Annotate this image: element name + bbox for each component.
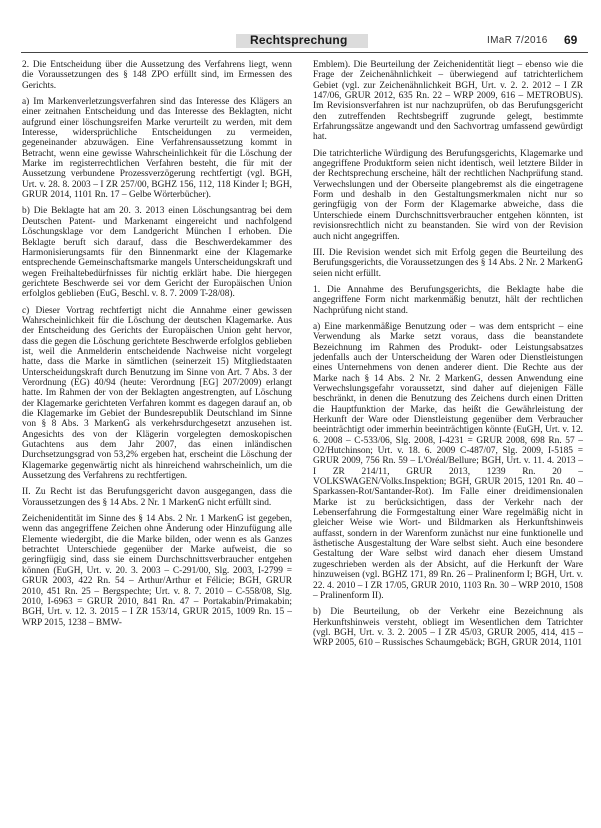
- paragraph: 1. Die Annahme des Berufungsgerichts, die Beklagte habe die angegriffene Form nicht markenmäßig benutzt, hält der rechtlichen Nachprüfung nicht stand.: [313, 284, 583, 316]
- paragraph: 2. Die Entscheidung über die Aussetzung des Verfahrens liegt, wenn die Voraussetzungen des § 148 ZPO erfüllt sind, im Ermessen des Gerichts.: [22, 60, 292, 91]
- running-header: [0, 0, 601, 46]
- paragraph: Die tatrichterliche Würdigung des Berufungsgerichts, Klagemarke und angegriffene Produktform seien nicht identisch, weil letztere Bilder in der Rechtsprechung erscheine, hält der rechtlichen Nachprüfung stand. Verwechslungen und der Oberseite plangebremst als die eingetragene Form und deshalb in den Gestaltungsmerkmalen nicht nur so geringfügig von der Form der Klagemarke abweiche, dass die Unterschiede einem Durchschnittsverbraucher entgehen könnten, ist revisionsrechtlich nicht zu beanstanden. Sie wird von der Revision auch nicht angegriffen.: [313, 148, 583, 242]
- paragraph: b) Die Beklagte hat am 20. 3. 2013 einen Löschungsantrag bei dem Deutschen Patent- und Markenamt eingereicht und nachfolgend Löschungsklage vor dem Landgericht München I erhoben. Die Beklagte beruft sich darauf, dass die Beschwerdekammer des Harmonisierungsamts für den Binnenmarkt eine der Klagemarke entsprechende Gemeinschaftsmarke mangels Unterscheidungskraft und wegen Freihaltebedürfnisses für nichtig erklärt habe. Die hiergegen gerichtete Beschwerde sei vor dem Gericht der Europäischen Union erfolglos geblieben (EuG, Beschl. v. 8. 7. 2009 T-28/08).: [22, 206, 292, 300]
- paragraph: a) Eine markenmäßige Benutzung oder – was dem entspricht – eine Verwendung als Marke setzt voraus, dass die beanstandete Bezeichnung im Rahmen des Produkt- oder Leistungsabsatzes jedenfalls auch der Unterscheidung der Waren oder Dienstleistungen eines Unternehmens von denen anderer dient. Die Rechte aus der Marke nach § 14 Abs. 2 Nr. 2 MarkenG, dessen Anwendung eine Verwechslungsgefahr voraussetzt, sind daher auf diejenigen Fälle beschränkt, in denen die Benutzung des Zeichens durch einen Dritten die Hauptfunktion der Marke, das heißt die Gewährleistung der Herkunft der Ware oder Dienstleistung gegenüber dem Verbraucher beeinträchtigt oder immerhin beeinträchtigen könnte (EuGH, Urt. v. 12. 6. 2008 – C-533/06, Slg. 2008, I-4231 = GRUR 2008, 698 Rn. 57 – O2/Hutchinson; Urt. v. 18. 6. 2009 C-487/07, Slg. 2009, I-5185 = GRUR 2009, 756 Rn. 59 – L'Oréal/Bellure; BGH, Urt. v. 11. 4. 2013 – I ZR 214/11, GRUR 2013, 1239 Rn. 20 – VOLKSWAGEN/Volks.Inspektion; BGH, GRUR 2015, 1201 Rn. 40 – Sparkassen-Rot/Santander-Rot). Im Falle einer dreidimensionalen Marke ist zu berücksichtigen, dass der Verkehr nach der Lebenserfahrung die Formgestaltung einer Ware regelmäßig nicht in gleicher Weise wie Wort- und Bildmarken als Herkunftshinweis auffasst, sondern in der Warenform zunächst nur eine funktionelle und ästhetische Ausgestaltung der Ware selbst sieht. Auch eine besondere Gestaltung der Ware selbst wird danach eher diesem Umstand zugeschrieben werden als der Absicht, auf die Herkunft der Ware hinzuweisen (vgl. BGHZ 171, 89 Rn. 26 – Pralinenform I; BGH, Urt. v. 22. 4. 2010 – I ZR 17/05, GRUR 2010, 1103 Rn. 30 – WRP 2010, 1508 – Pralinenform II).: [313, 321, 583, 601]
- page-number: 69: [564, 33, 578, 47]
- paragraph: III. Die Revision wendet sich mit Erfolg gegen die Beurteilung des Berufungsgerichts, die Voraussetzungen des § 14 Abs. 2 Nr. 2 MarkenG seien nicht erfüllt.: [313, 247, 583, 279]
- issue-label: IMaR 7/2016: [487, 35, 548, 46]
- paragraph: a) Im Markenverletzungsverfahren sind das Interesse des Klägers an einer zeitnahen Entscheidung und das Interesse des Beklagten, nicht aufgrund einer löschungsreifen Marke verurteilt zu werden, mit dem Interesse, widersprüchliche Entscheidungen zu vermeiden, gegeneinander abzuwägen. Eine Verfahrensaussetzung kommt in Betracht, wenn eine gewisse Wahrscheinlichkeit für die Löschung der Marke im registerrechtlichen Verfahren besteht, die für mit der Aussetzung verbundene Prozessverzögerung rechtfertigt (vgl. BGH, Urt. v. 28. 8. 2003 – I ZR 257/00, BGHZ 156, 112, 118 Kinder I; BGH, GRUR 2014, 1101 Rn. 17 – Gelbe Wörterbücher).: [22, 97, 292, 201]
- paragraph: II. Zu Recht ist das Berufungsgericht davon ausgegangen, dass die Voraussetzungen des § 14 Abs. 2 Nr. 1 MarkenG nicht erfüllt sind.: [22, 487, 292, 508]
- paragraph: Zeichenidentität im Sinne des § 14 Abs. 2 Nr. 1 MarkenG ist gegeben, wenn das angegriffene Zeichen ohne Änderung oder Hinzufügung alle Elemente wiedergibt, die die Marke bilden, oder wenn es als Ganzes betrachtet Unterschiede gegenüber der Marke aufweist, die so geringfügig sind, dass sie einem Durchschnittsverbraucher entgehen können (EuGH, Urt. v. 20. 3. 2003 – C-291/00, Slg. 2003, I-2799 = GRUR 2003, 422 Rn. 54 – Arthur/Arthur et Félicie; BGH, GRUR 2010, 451 Rn. 25 – Bergspechte; Urt. v. 8. 7. 2010 – C-558/08, Slg. 2010, I-6963 = GRUR 2010, 841 Rn. 47 – Portakabin/Primakabin; BGH, Urt. v. 12. 3. 2015 – I ZR 153/14, GRUR 2015, 1009 Rn. 15 – WRP 2015, 1238 – BMW-: [22, 514, 292, 628]
- right-column: [313, 60, 583, 655]
- left-column: [22, 60, 292, 634]
- paragraph: Emblem). Die Beurteilung der Zeichenidentität liegt – ebenso wie die Frage der Zeichenähnlichkeit – überwiegend auf tatrichterlichem Gebiet (vgl. zur Zeichenähnlichkeit BGH, Urt. v. 2. 2. 2012 – I ZR 147/06, GRUR 2012, 635 Rn. 22 – WRP 2009, 616 – METROBUS). Im Revisionsverfahren ist nur nachzuprüfen, ob das Berufungsgericht den zutreffenden Rechtsbegriff zugrunde gelegt, bestimmte Erfahrungssätze angewandt und den Sachvortrag umfassend gewürdigt hat.: [313, 60, 583, 143]
- paragraph: b) Die Beurteilung, ob der Verkehr eine Bezeichnung als Herkunftshinweis versteht, obliegt im Wesentlichen dem Tatrichter (vgl. BGH, Urt. v. 3. 2. 2005 – I ZR 45/03, GRUR 2005, 414, 415 – WRP 2005, 610 – Russisches Schaumgebäck; BGH, GRUR 2014, 1101: [313, 607, 583, 649]
- header-rule: [21, 52, 588, 53]
- paragraph: c) Dieser Vortrag rechtfertigt nicht die Annahme einer gewissen Wahrscheinlichkeit für die Löschung der deutschen Klagemarke. Aus der Entscheidung des Gerichts der Europäischen Union geht hervor, dass die gegen die Löschung gerichtete Beschwerde erfolglos geblieben ist, weil die Anmelderin entscheidende Nachweise nicht vorgelegt hatte, dass die Marke in sämtlichen (seinerzeit 15) Mitgliedstaaten Unterscheidungskraft durch Benutzung im Sinne von Art. 7 Abs. 3 der Verordnung (EG) 40/94 (heute: Verordnung [EG] 207/2009) erlangt hatte. Im Rahmen der von der Beklagten angestrengten, auf Löschung der Klagemarke gerichteten Verfahren kommt es dagegen darauf an, ob die Klagemarke im Gebiet der Bundesrepublik Deutschland im Sinne von § 8 Abs. 3 MarkenG als verkehrsdurchgesetzt anzusehen ist. Angesichts des von der Klägerin vorgelegten demoskopischen Gutachtens aus dem Jahr 2007, das einen inländischen Durchsetzungsgrad von 53,2% ergeben hat, erscheint die Löschung der Klagemarke gegenwärtig nicht als hinreichend wahrscheinlich, um die Aussetzung des Verfahrens zu rechtfertigen.: [22, 305, 292, 482]
- section-title: Rechtsprechung: [250, 33, 348, 47]
